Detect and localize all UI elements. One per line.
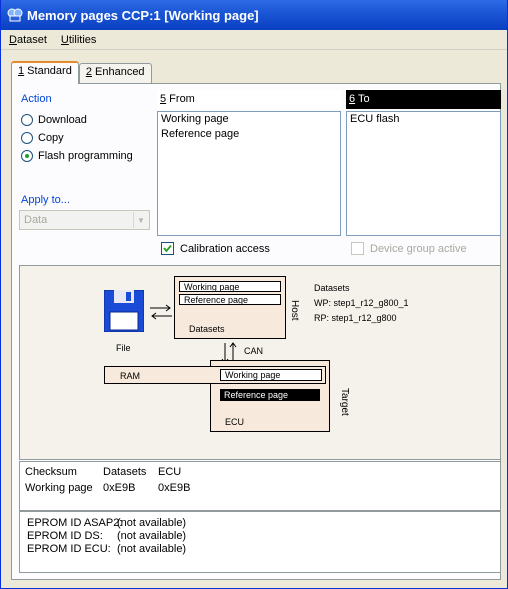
tab-enhanced[interactable] <box>79 63 152 83</box>
menu-utilities[interactable] <box>53 34 102 46</box>
checkmark-icon <box>163 244 172 253</box>
eprom-key: EPROM ID ECU: <box>27 543 111 555</box>
eprom-key: EPROM ID DS: <box>27 530 103 542</box>
eprom-key: EPROM ID ASAP2: <box>27 517 123 529</box>
radio-copy[interactable] <box>21 132 64 144</box>
menu-dataset[interactable] <box>1 34 53 46</box>
device-group-active-box <box>351 242 364 255</box>
to-list[interactable] <box>346 111 501 236</box>
eprom-row <box>27 543 186 555</box>
calibration-access-label: Calibration access <box>180 242 270 255</box>
eprom-value: (not available) <box>117 530 187 542</box>
eprom-panel <box>19 511 501 573</box>
radio-copy-circle[interactable] <box>21 132 33 144</box>
from-header-label: From <box>166 93 195 105</box>
tab-standard-accel: 1 <box>18 65 25 77</box>
apply-to-value: Data <box>24 214 48 226</box>
from-list[interactable] <box>157 111 341 236</box>
to-item-ecu-flash[interactable]: ECU flash <box>350 113 400 125</box>
ram-box <box>104 366 326 384</box>
action-label: Action <box>21 93 52 105</box>
host-datasets-label: Datasets <box>189 324 225 334</box>
menu-dataset-accel: D <box>9 33 17 46</box>
file-host-arrows-icon <box>148 304 174 320</box>
host-label: Host <box>289 300 300 321</box>
host-working-page: Working page <box>179 281 281 292</box>
apply-to-select[interactable] <box>19 210 150 230</box>
to-header-label: To <box>355 93 370 105</box>
floppy-disk-icon <box>104 290 144 332</box>
eprom-row <box>27 530 186 542</box>
menu-utilities-accel: U <box>60 33 69 46</box>
checksum-datasets-value: 0xE9B <box>103 482 136 494</box>
radio-flash-programming-circle[interactable] <box>21 150 33 162</box>
tab-standard-label: Standard <box>24 65 72 77</box>
eprom-row <box>27 517 186 529</box>
from-header-accel: 5 <box>160 93 167 105</box>
ram-label: RAM <box>120 371 140 381</box>
host-box <box>174 276 286 339</box>
tab-enhanced-accel: 2 <box>85 66 92 78</box>
device-group-active-label: Device group active <box>370 242 467 255</box>
eprom-value: (not available) <box>117 543 187 555</box>
target-working-page: Working page <box>220 369 322 381</box>
radio-download-circle[interactable] <box>21 114 33 126</box>
target-label: Target <box>339 388 350 416</box>
radio-flash-programming[interactable] <box>21 150 133 162</box>
menu-utilities-label: tilities <box>68 33 97 46</box>
device-group-active-checkbox <box>351 242 467 255</box>
window-title: Memory pages CCP:1 [Working page] <box>27 7 259 23</box>
radio-copy-label: Copy <box>38 132 64 144</box>
radio-download-label: Download <box>38 114 87 126</box>
title-bar[interactable] <box>1 0 507 30</box>
eprom-value: (not available) <box>117 517 187 529</box>
from-item-reference-page[interactable]: Reference page <box>161 128 240 140</box>
checksum-ecu-value: 0xE9B <box>158 482 191 494</box>
file-label: File <box>116 343 131 353</box>
checksum-row-label: Working page <box>25 482 93 494</box>
memory-diagram <box>19 265 501 460</box>
rp-dataset: RP: step1_r12_g800 <box>314 313 397 323</box>
target-reference-page: Reference page <box>220 389 320 401</box>
ecu-label: ECU <box>225 417 245 427</box>
app-icon <box>7 7 23 23</box>
from-item-working-page[interactable]: Working page <box>161 113 229 125</box>
apply-to-label: Apply to... <box>21 194 70 206</box>
menu-bar <box>1 30 507 50</box>
calibration-access-checkbox[interactable] <box>161 242 270 255</box>
radio-flash-programming-label: Flash programming <box>38 150 133 162</box>
checksum-header: Checksum <box>25 466 77 478</box>
radio-download[interactable] <box>21 114 87 126</box>
datasets-header: Datasets <box>103 466 147 478</box>
tab-strip <box>11 61 152 83</box>
wp-dataset: WP: step1_r12_g800_1 <box>314 298 409 308</box>
tab-enhanced-label: Enhanced <box>91 66 145 78</box>
datasets-title: Datasets <box>314 283 350 293</box>
menu-dataset-label: ataset <box>16 33 47 46</box>
to-header-accel: 6 <box>349 93 356 105</box>
ecu-header: ECU <box>158 466 182 478</box>
tab-standard[interactable] <box>11 61 79 84</box>
to-header <box>346 90 501 109</box>
can-label: CAN <box>244 346 264 356</box>
checksum-panel <box>19 461 501 511</box>
chevron-down-icon[interactable]: ▼ <box>133 212 148 228</box>
calibration-access-box[interactable] <box>161 242 174 255</box>
host-reference-page: Reference page <box>179 294 281 305</box>
from-header <box>157 90 341 109</box>
